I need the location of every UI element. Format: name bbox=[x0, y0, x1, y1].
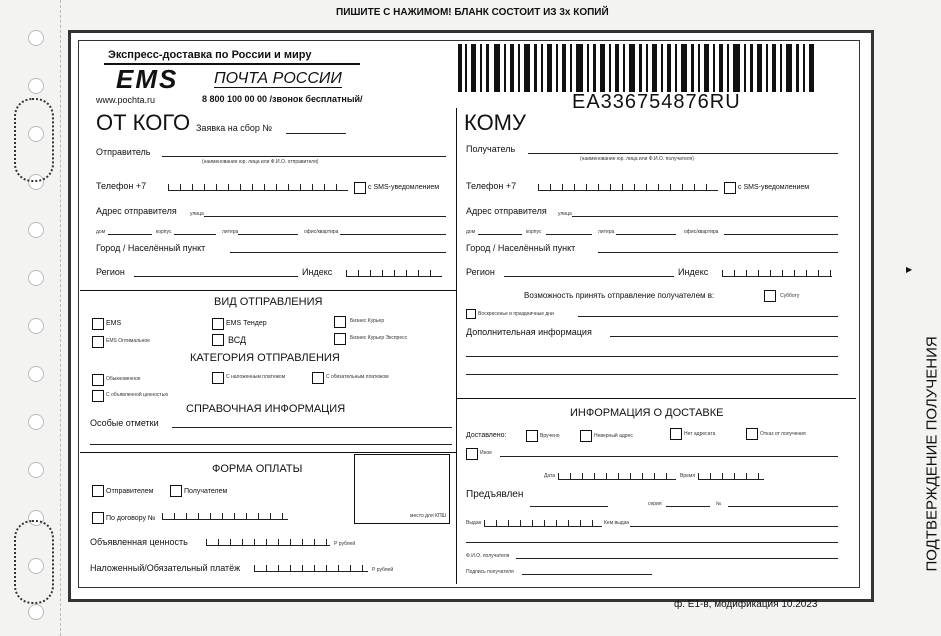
no-addressee-label: Нет адресата bbox=[684, 431, 716, 437]
recipient-office-field[interactable] bbox=[724, 234, 838, 235]
delivered-handed-checkbox[interactable] bbox=[526, 430, 538, 442]
recipient-sms-label: с SMS-уведомлением bbox=[738, 184, 810, 191]
recipient-building-label: корпус bbox=[526, 229, 542, 235]
recipient-index-field[interactable] bbox=[722, 270, 832, 277]
perforation-hole bbox=[28, 604, 44, 620]
declared-value-option-label: С объявленной ценностью bbox=[106, 392, 169, 398]
sender-office-field[interactable] bbox=[340, 234, 446, 235]
additional-info-field[interactable] bbox=[610, 336, 838, 337]
number-field[interactable] bbox=[728, 506, 838, 507]
section-divider bbox=[456, 398, 856, 399]
recipient-signature-field[interactable] bbox=[522, 574, 652, 575]
ems-tender-label: EMS Тендер bbox=[226, 320, 267, 327]
arrow-icon: ▶ bbox=[906, 265, 913, 274]
recipient-name-field[interactable] bbox=[528, 153, 838, 154]
other-checkbox[interactable] bbox=[466, 448, 478, 460]
special-marks-field[interactable] bbox=[172, 427, 452, 428]
sender-letter-label: литера bbox=[222, 229, 239, 235]
sunday-checkbox[interactable] bbox=[466, 309, 476, 319]
special-marks-field[interactable] bbox=[90, 444, 452, 445]
recipient-sms-checkbox[interactable] bbox=[724, 182, 736, 194]
pay-contract-field[interactable] bbox=[162, 513, 288, 520]
vsd-checkbox[interactable] bbox=[212, 334, 224, 346]
sunday-line bbox=[578, 316, 838, 317]
delivered-label: Доставлено: bbox=[466, 432, 507, 439]
sender-phone-field[interactable] bbox=[168, 184, 348, 191]
post-name: ПОЧТА РОССИИ bbox=[214, 70, 342, 87]
sender-sms-label: с SMS-уведомлением bbox=[368, 184, 440, 191]
sender-heading: ОТ КОГО bbox=[96, 110, 191, 135]
sender-street-label: улица bbox=[190, 211, 204, 217]
recipient-heading: КОМУ bbox=[464, 110, 526, 135]
no-addressee-checkbox[interactable] bbox=[670, 428, 682, 440]
barcode bbox=[458, 44, 828, 94]
recipient-name-label: Получатель bbox=[466, 144, 516, 154]
saturday-checkbox[interactable] bbox=[764, 290, 776, 302]
sender-house-field[interactable] bbox=[108, 234, 152, 235]
recipient-city-label: Город / Населённый пункт bbox=[466, 243, 576, 253]
additional-info-field[interactable] bbox=[466, 356, 838, 357]
recipient-name-hint: (наименование юр. лица или Ф.И.О. получателя) bbox=[580, 156, 694, 162]
sunday-label: Воскресенье и праздничные дни bbox=[478, 311, 554, 317]
sender-name-hint: (наименование юр. лица или Ф.И.О. отправителя) bbox=[202, 159, 319, 165]
time-label: Время bbox=[680, 473, 696, 479]
perforation-hole bbox=[28, 78, 44, 94]
sender-region-field[interactable] bbox=[134, 276, 298, 277]
category-heading: КАТЕГОРИЯ ОТПРАВЛЕНИЯ bbox=[190, 352, 340, 364]
recipient-region-label: Регион bbox=[466, 267, 495, 277]
section-divider bbox=[80, 290, 456, 291]
additional-info-field[interactable] bbox=[466, 374, 838, 375]
other-field[interactable] bbox=[500, 456, 838, 457]
sender-building-field[interactable] bbox=[174, 234, 216, 235]
sender-city-field[interactable] bbox=[230, 252, 446, 253]
tear-off-mark bbox=[14, 520, 54, 604]
payment-heading: ФОРМА ОПЛАТЫ bbox=[212, 463, 303, 475]
date-field[interactable] bbox=[558, 473, 676, 480]
ordinary-checkbox[interactable] bbox=[92, 374, 104, 386]
cod-amount-field[interactable] bbox=[254, 565, 368, 572]
sender-house-label: дом bbox=[96, 229, 106, 235]
cod-amount-rubles: Р рублей bbox=[372, 567, 394, 573]
form-code: ф. Е1-в, модификация 10.2023 bbox=[674, 599, 818, 610]
website: www.pochta.ru bbox=[96, 95, 156, 105]
side-confirmation-label: ПОДТВЕРЖДЕНИЕ ПОЛУЧЕНИЯ bbox=[923, 336, 941, 572]
delivered-handed-label: Вручено bbox=[540, 433, 560, 439]
pay-recipient-label: Получателем bbox=[184, 488, 228, 495]
sender-region-label: Регион bbox=[96, 267, 125, 277]
sender-name-field[interactable] bbox=[162, 156, 446, 157]
sender-building-label: корпус bbox=[156, 229, 172, 235]
ems-tender-checkbox[interactable] bbox=[212, 318, 224, 330]
recipient-street-label: улица bbox=[558, 211, 572, 217]
wrong-address-checkbox[interactable] bbox=[580, 430, 592, 442]
sender-letter-field[interactable] bbox=[238, 234, 298, 235]
brand-tagline: Экспресс-доставка по России и миру bbox=[108, 49, 312, 61]
saturday-label: Субботу bbox=[780, 293, 800, 299]
issued-label: Выдан bbox=[466, 520, 482, 526]
by-whom-label: Кем выдан bbox=[604, 520, 630, 526]
pickup-request-field[interactable] bbox=[286, 133, 346, 134]
sender-address-label: Адрес отправителя bbox=[96, 206, 177, 216]
ems-logo: EMS bbox=[116, 64, 179, 94]
recipient-house-field[interactable] bbox=[478, 234, 522, 235]
cod-amount-label: Наложенный/Обязательный платёж bbox=[90, 563, 241, 573]
by-whom-field[interactable] bbox=[630, 526, 838, 527]
recipient-index-label: Индекс bbox=[678, 267, 709, 277]
header-instruction: ПИШИТЕ С НАЖИМОМ! БЛАНК СОСТОИТ ИЗ 3х КОПИЙ bbox=[336, 7, 609, 18]
by-whom-field[interactable] bbox=[466, 542, 838, 543]
special-marks-label: Особые отметки bbox=[90, 418, 159, 428]
other-label: Иное bbox=[480, 450, 492, 456]
time-field[interactable] bbox=[698, 473, 764, 480]
recipient-full-name-field[interactable] bbox=[516, 558, 838, 559]
date-label: Дата bbox=[544, 473, 556, 479]
perforation-hole bbox=[28, 414, 44, 430]
series-field[interactable] bbox=[666, 506, 710, 507]
perforation-hole bbox=[28, 366, 44, 382]
kpsh-label: место для КПШ bbox=[410, 513, 447, 519]
recipient-office-label: офис/квартира bbox=[684, 229, 719, 235]
series-label: серия bbox=[648, 501, 662, 507]
recipient-phone-field[interactable] bbox=[538, 184, 718, 191]
perforation-hole bbox=[28, 270, 44, 286]
tracking-number: EA336754876RU bbox=[572, 91, 741, 113]
mandatory-payment-checkbox[interactable] bbox=[312, 372, 324, 384]
sender-sms-checkbox[interactable] bbox=[354, 182, 366, 194]
declared-value-label: Объявленная ценность bbox=[90, 537, 188, 547]
perforation-hole bbox=[28, 462, 44, 478]
perforation-hole bbox=[28, 30, 44, 46]
sender-phone-label: Телефон +7 bbox=[96, 181, 147, 191]
cod-checkbox[interactable] bbox=[212, 372, 224, 384]
recipient-region-field[interactable] bbox=[504, 276, 674, 277]
vsd-label: ВСД bbox=[228, 335, 247, 345]
delivery-heading: ИНФОРМАЦИЯ О ДОСТАВКЕ bbox=[570, 407, 724, 419]
recipient-signature-label: Подпись получателя bbox=[466, 569, 514, 575]
pickup-request-label: Заявка на сбор № bbox=[196, 123, 273, 133]
tear-off-mark bbox=[14, 98, 54, 182]
sender-street-field[interactable] bbox=[204, 216, 446, 217]
additional-info-label: Дополнительная информация bbox=[466, 327, 592, 337]
column-divider bbox=[456, 108, 457, 584]
pay-recipient-checkbox[interactable] bbox=[170, 485, 182, 497]
recipient-city-field[interactable] bbox=[598, 252, 838, 253]
reference-heading: СПРАВОЧНАЯ ИНФОРМАЦИЯ bbox=[186, 403, 346, 415]
issued-date-field[interactable] bbox=[484, 520, 602, 527]
business-courier-express-checkbox[interactable] bbox=[334, 333, 346, 345]
pay-sender-checkbox[interactable] bbox=[92, 485, 104, 497]
accept-possibility-label: Возможность принять отправление получателем в: bbox=[524, 291, 715, 300]
business-courier-express-label: Бизнес Курьер Экспресс bbox=[350, 335, 408, 341]
presented-doc-field[interactable] bbox=[530, 506, 608, 507]
mandatory-payment-label: С обязательным платежом bbox=[326, 374, 389, 380]
ems-checkbox[interactable] bbox=[92, 318, 104, 330]
declared-value-checkbox[interactable] bbox=[92, 390, 104, 402]
cod-label: С наложенным платежом bbox=[226, 374, 286, 380]
ems-label: EMS bbox=[106, 320, 122, 327]
sender-city-label: Город / Населённый пункт bbox=[96, 243, 206, 253]
business-courier-label: Бизнес Курьер bbox=[350, 318, 385, 324]
pay-contract-checkbox[interactable] bbox=[92, 512, 104, 524]
recipient-letter-field[interactable] bbox=[616, 234, 676, 235]
declared-value-field[interactable] bbox=[206, 539, 330, 546]
presented-label: Предъявлен bbox=[466, 489, 524, 500]
declared-value-rubles: Р рублей bbox=[334, 541, 356, 547]
ems-optimal-label: EMS Оптимальное bbox=[106, 338, 150, 344]
perforation-hole bbox=[28, 318, 44, 334]
recipient-address-label: Адрес отправителя bbox=[466, 206, 547, 216]
sender-name-label: Отправитель bbox=[96, 147, 151, 157]
sender-office-label: офис/квартира bbox=[304, 229, 339, 235]
pay-sender-label: Отправителем bbox=[106, 488, 154, 495]
recipient-phone-label: Телефон +7 bbox=[466, 181, 517, 191]
pay-contract-label: По договору № bbox=[106, 515, 156, 522]
recipient-letter-label: литера bbox=[598, 229, 615, 235]
refusal-checkbox[interactable] bbox=[746, 428, 758, 440]
number-label: № bbox=[716, 501, 722, 507]
hotline-phone: 8 800 100 00 00 /звонок бесплатный/ bbox=[202, 94, 363, 104]
section-divider bbox=[80, 452, 456, 453]
recipient-full-name-label: Ф.И.О. получателя bbox=[466, 553, 510, 559]
recipient-street-field[interactable] bbox=[572, 216, 838, 217]
sender-index-label: Индекс bbox=[302, 267, 333, 277]
refusal-label: Отказ от получения bbox=[760, 431, 806, 437]
perforation-hole bbox=[28, 222, 44, 238]
ordinary-label: Обыкновенное bbox=[106, 376, 141, 382]
business-courier-checkbox[interactable] bbox=[334, 316, 346, 328]
recipient-building-field[interactable] bbox=[546, 234, 592, 235]
shipment-type-heading: ВИД ОТПРАВЛЕНИЯ bbox=[214, 296, 323, 308]
wrong-address-label: Неверный адрес bbox=[594, 433, 633, 439]
sender-index-field[interactable] bbox=[346, 270, 442, 277]
recipient-house-label: дом bbox=[466, 229, 476, 235]
ems-optimal-checkbox[interactable] bbox=[92, 336, 104, 348]
